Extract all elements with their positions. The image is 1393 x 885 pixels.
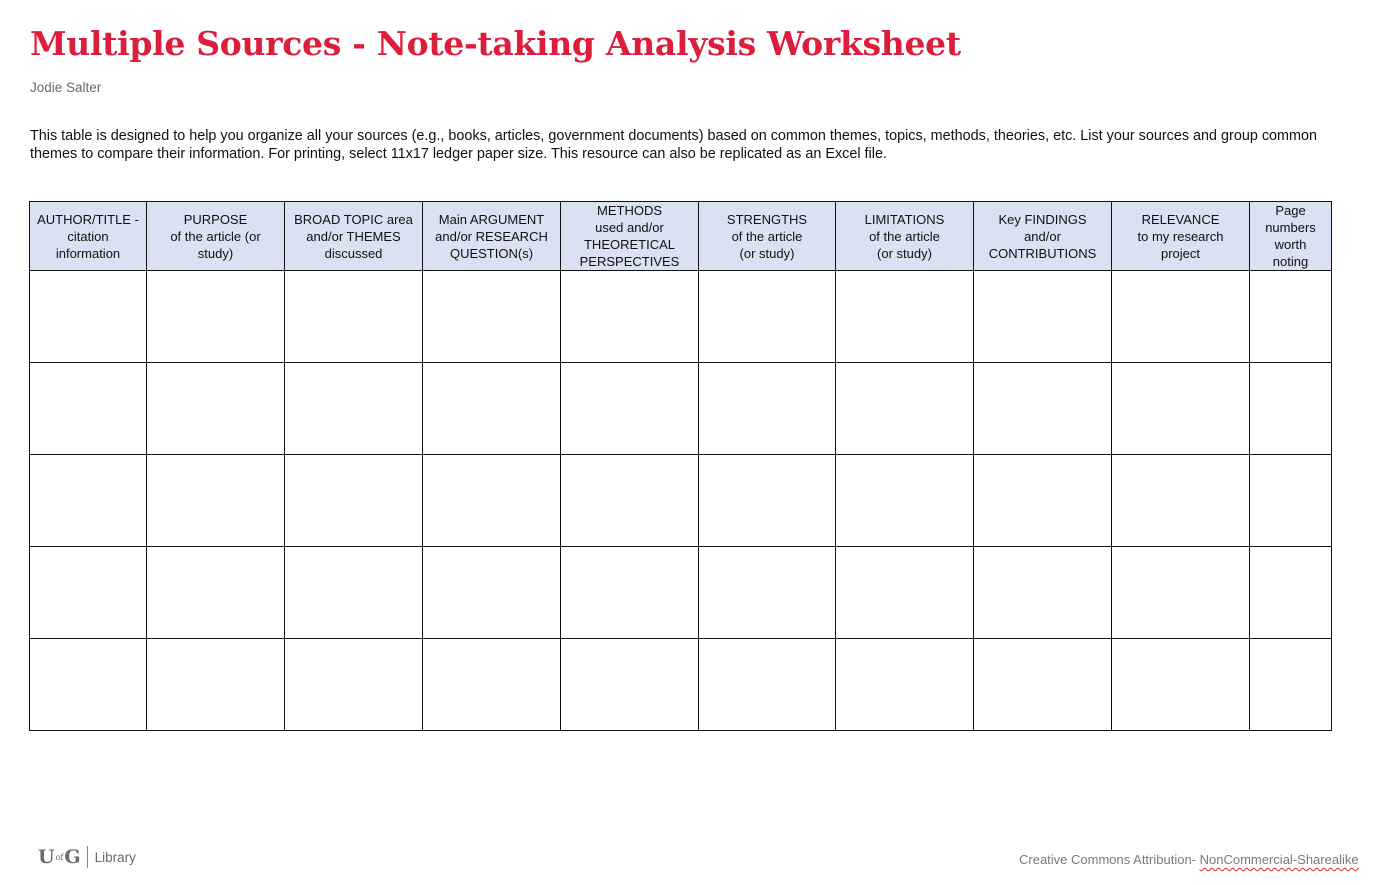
- empty-cell[interactable]: [285, 547, 423, 639]
- empty-cell[interactable]: [836, 639, 974, 731]
- column-header-relevance: RELEVANCE to my research project: [1112, 202, 1250, 271]
- logo-divider: [87, 846, 88, 868]
- empty-cell[interactable]: [285, 455, 423, 547]
- empty-cell[interactable]: [1112, 639, 1250, 731]
- intro-paragraph: This table is designed to help you organize all your sources (e.g., books, articles, government documents) based on common themes, topics, methods, theories, etc. List your sources and group common themes to compare their information. For printing, select 11x17 ledger paper size. This resource can also be replicated as an Excel file.: [30, 128, 1318, 162]
- empty-cell[interactable]: [1250, 271, 1332, 363]
- column-header-topic: BROAD TOPIC area and/or THEMES discussed: [285, 202, 423, 271]
- table-row: [30, 271, 1332, 363]
- empty-cell[interactable]: [561, 455, 699, 547]
- empty-cell[interactable]: [699, 639, 836, 731]
- table-row: [30, 547, 1332, 639]
- empty-cell[interactable]: [30, 639, 147, 731]
- empty-cell[interactable]: [30, 547, 147, 639]
- column-header-author: AUTHOR/TITLE - citation information: [30, 202, 147, 271]
- empty-cell[interactable]: [30, 271, 147, 363]
- logo-u: U: [38, 846, 55, 868]
- empty-cell[interactable]: [974, 639, 1112, 731]
- empty-cell[interactable]: [147, 363, 285, 455]
- column-header-pages: Page numbers worth noting: [1250, 202, 1332, 271]
- license-suffix: NonCommercial-Sharealike: [1199, 852, 1359, 867]
- empty-cell[interactable]: [561, 639, 699, 731]
- empty-cell[interactable]: [1112, 271, 1250, 363]
- empty-cell[interactable]: [974, 271, 1112, 363]
- empty-cell[interactable]: [1112, 455, 1250, 547]
- empty-cell[interactable]: [974, 455, 1112, 547]
- empty-cell[interactable]: [285, 363, 423, 455]
- empty-cell[interactable]: [147, 271, 285, 363]
- logo-g: G: [64, 846, 81, 868]
- worksheet-table: [29, 201, 1332, 731]
- empty-cell[interactable]: [699, 271, 836, 363]
- empty-cell[interactable]: [285, 271, 423, 363]
- logo-library-text: Library: [94, 849, 136, 865]
- worksheet-body: [30, 271, 1332, 731]
- empty-cell[interactable]: [1112, 547, 1250, 639]
- license-text: [1019, 852, 1359, 867]
- empty-cell[interactable]: [423, 455, 561, 547]
- empty-cell[interactable]: [836, 455, 974, 547]
- logo-of: of: [55, 852, 64, 862]
- empty-cell[interactable]: [147, 455, 285, 547]
- column-header-limitations: LIMITATIONS of the article (or study): [836, 202, 974, 271]
- empty-cell[interactable]: [836, 363, 974, 455]
- empty-cell[interactable]: [423, 363, 561, 455]
- license-prefix: Creative Commons Attribution-: [1019, 852, 1200, 867]
- empty-cell[interactable]: [1250, 639, 1332, 731]
- empty-cell[interactable]: [1250, 363, 1332, 455]
- empty-cell[interactable]: [1250, 547, 1332, 639]
- empty-cell[interactable]: [974, 363, 1112, 455]
- column-header-argument: Main ARGUMENT and/or RESEARCH QUESTION(s): [423, 202, 561, 271]
- empty-cell[interactable]: [423, 271, 561, 363]
- uofg-library-logo: [38, 846, 136, 868]
- empty-cell[interactable]: [423, 639, 561, 731]
- empty-cell[interactable]: [147, 639, 285, 731]
- column-header-purpose: PURPOSE of the article (or study): [147, 202, 285, 271]
- empty-cell[interactable]: [836, 547, 974, 639]
- author-name: Jodie Salter: [30, 80, 102, 95]
- table-row: [30, 363, 1332, 455]
- empty-cell[interactable]: [561, 271, 699, 363]
- empty-cell[interactable]: [423, 547, 561, 639]
- empty-cell[interactable]: [974, 547, 1112, 639]
- empty-cell[interactable]: [1250, 455, 1332, 547]
- column-header-methods: METHODS used and/or THEORETICAL PERSPECTIVES: [561, 202, 699, 271]
- empty-cell[interactable]: [147, 547, 285, 639]
- empty-cell[interactable]: [836, 271, 974, 363]
- table-row: [30, 639, 1332, 731]
- page-title: Multiple Sources - Note-taking Analysis Worksheet: [30, 24, 961, 63]
- table-row: [30, 455, 1332, 547]
- empty-cell[interactable]: [561, 363, 699, 455]
- empty-cell[interactable]: [699, 547, 836, 639]
- header-row: [30, 202, 1332, 271]
- empty-cell[interactable]: [30, 455, 147, 547]
- empty-cell[interactable]: [1112, 363, 1250, 455]
- empty-cell[interactable]: [561, 547, 699, 639]
- empty-cell[interactable]: [30, 363, 147, 455]
- empty-cell[interactable]: [285, 639, 423, 731]
- empty-cell[interactable]: [699, 363, 836, 455]
- column-header-findings: Key FINDINGS and/or CONTRIBUTIONS: [974, 202, 1112, 271]
- column-header-strengths: STRENGTHS of the article (or study): [699, 202, 836, 271]
- empty-cell[interactable]: [699, 455, 836, 547]
